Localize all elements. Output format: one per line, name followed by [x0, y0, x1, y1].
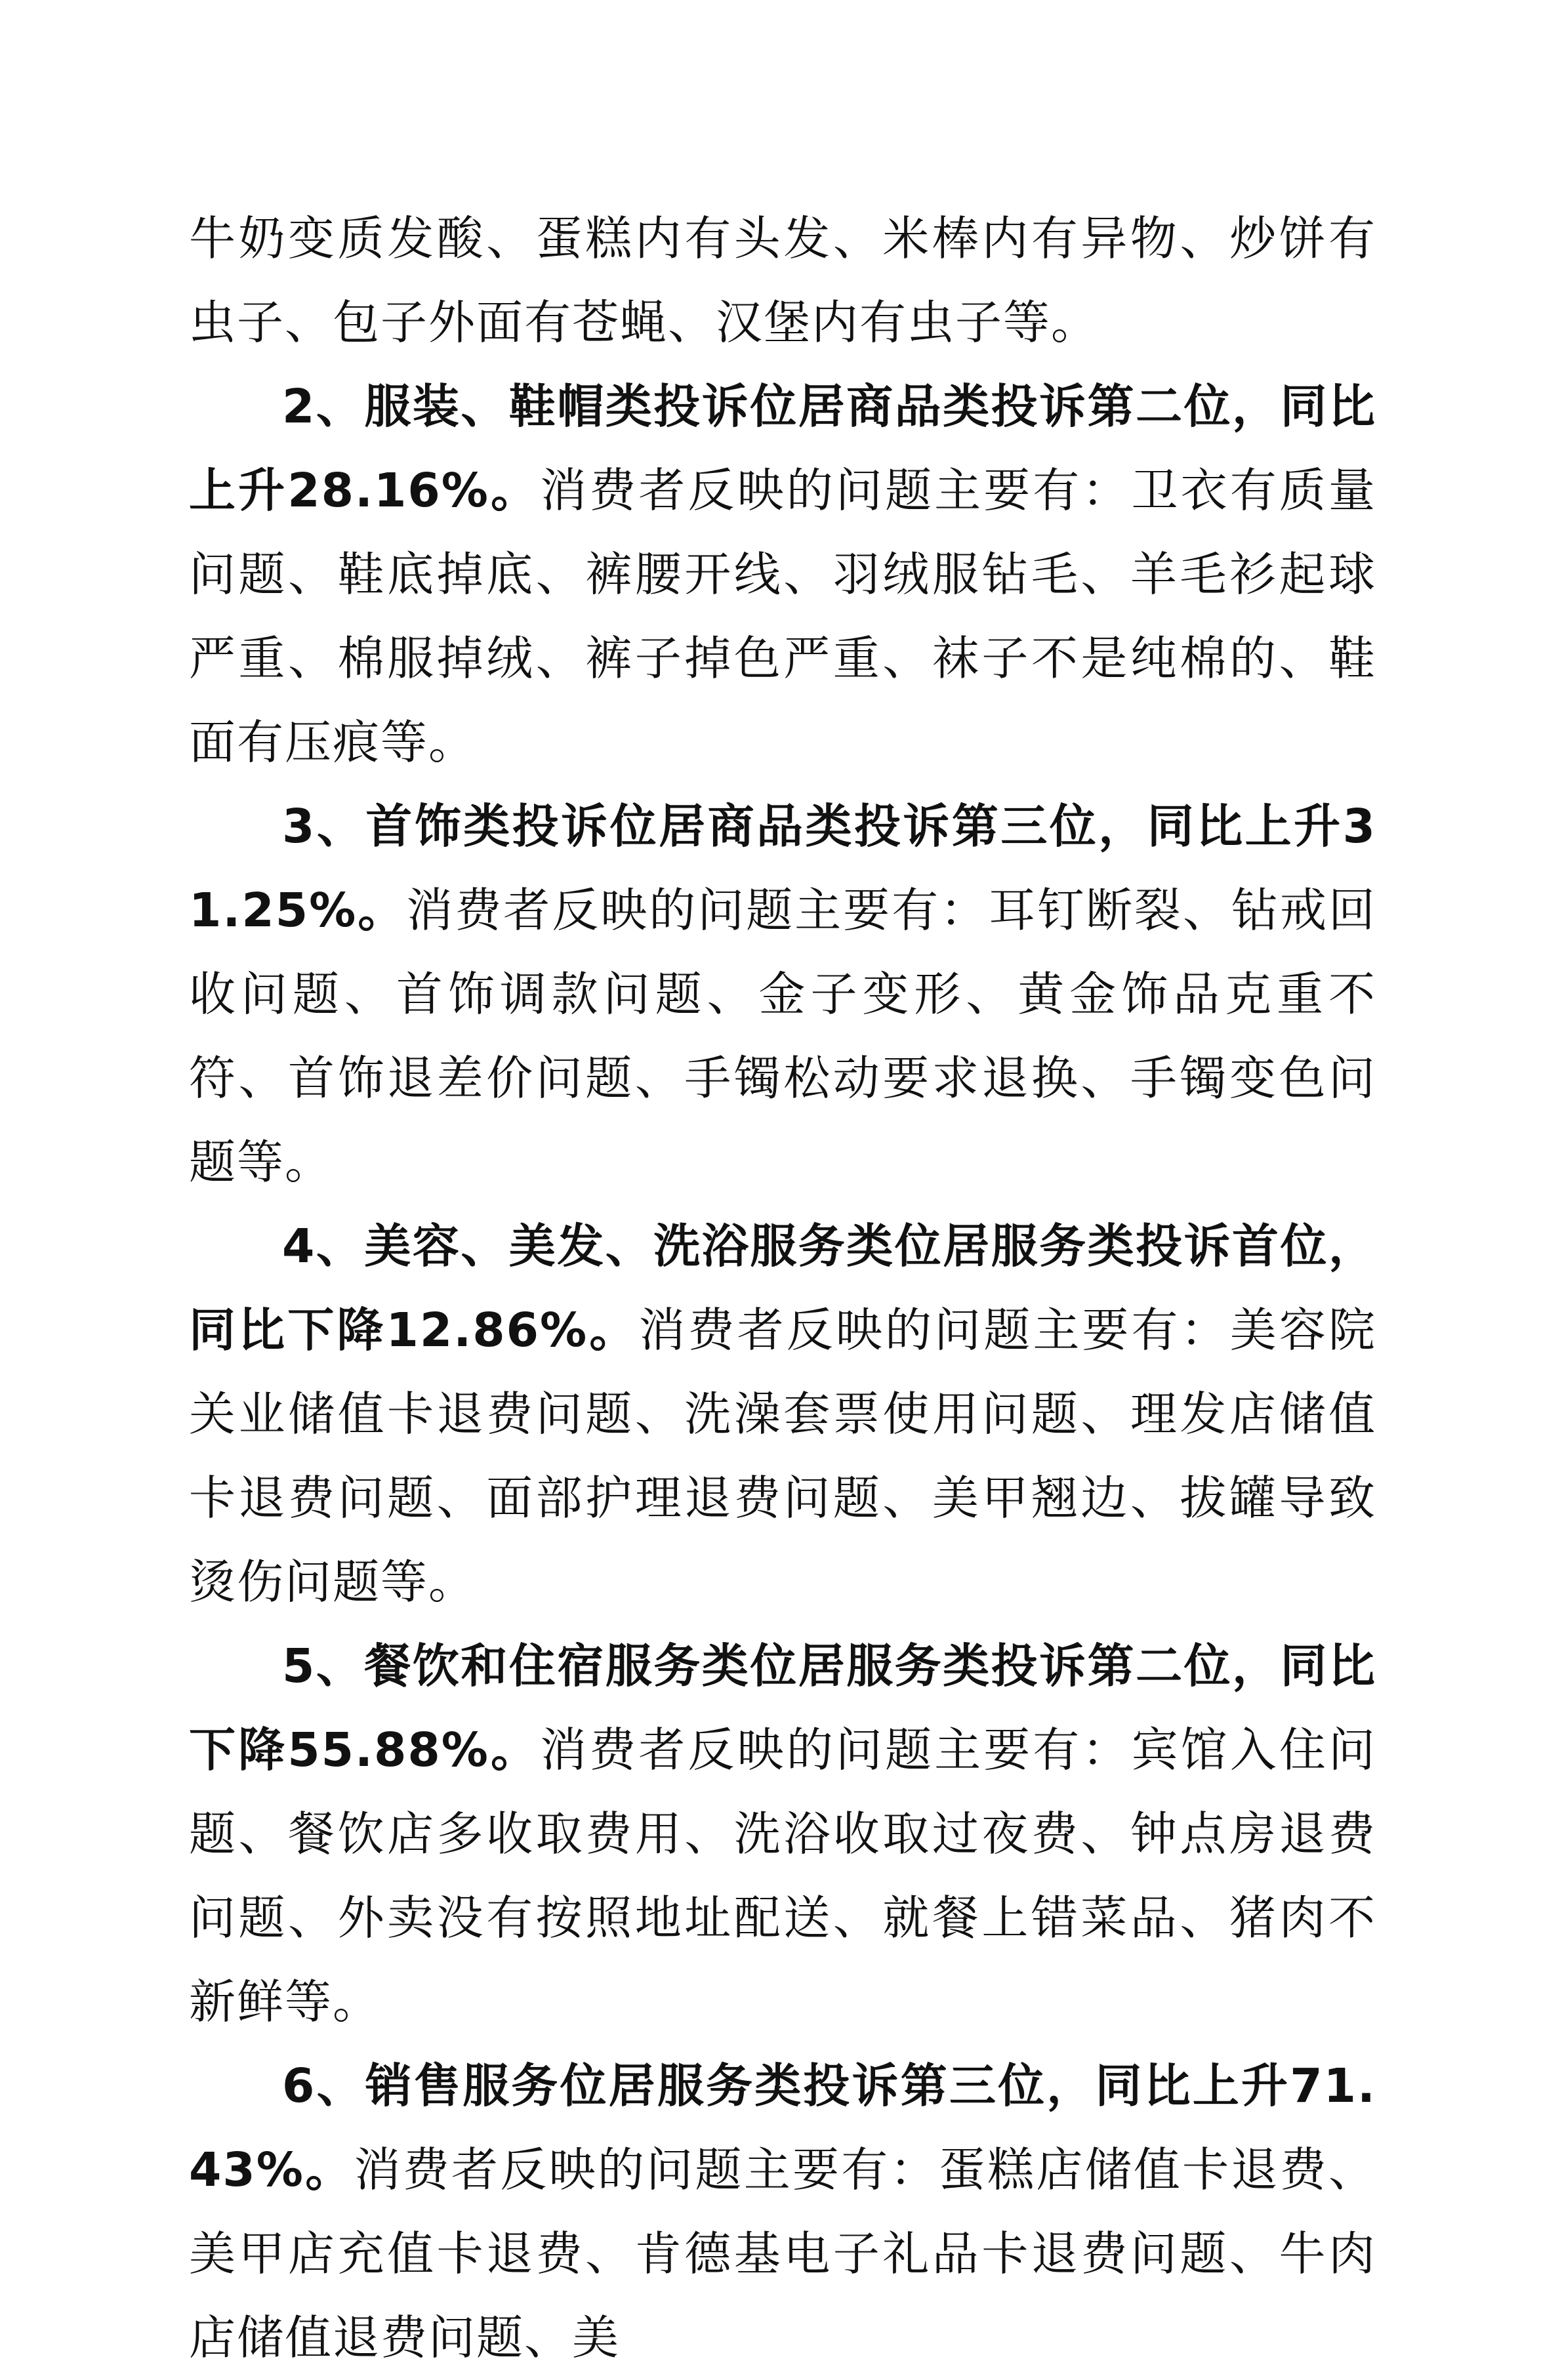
paragraph-lead: 4、美容、美发、洗浴服务类位居服务类投诉首位，同比下降12.86%。 [189, 1219, 1376, 1357]
paragraph-sales-service [189, 2044, 1376, 2380]
paragraph-food-continued [189, 197, 1376, 365]
paragraph-beauty-bath [189, 1204, 1376, 1624]
paragraph-lead: 2、服装、鞋帽类投诉位居商品类投诉第二位，同比上升28.16%。 [189, 379, 1376, 518]
paragraph-jewelry [189, 785, 1376, 1204]
paragraph-lead: 6、销售服务位居服务类投诉第三位，同比上升71.43%。 [189, 2059, 1376, 2197]
paragraph-body: 消费者反映的问题主要有：卫衣有质量问题、鞋底掉底、裤腰开线、羽绒服钻毛、羊毛衫起球严重、棉服掉绒、裤子掉色严重、袜子不是纯棉的、鞋面有压痕等。 [189, 463, 1376, 769]
paragraph-body: 消费者反映的问题主要有：宾馆入住问题、餐饮店多收取费用、洗浴收取过夜费、钟点房退费问题、外卖没有按照地址配送、就餐上错菜品、猪肉不新鲜等。 [189, 1723, 1376, 2029]
paragraph-body: 消费者反映的问题主要有：蛋糕店储值卡退费、美甲店充值卡退费、肯德基电子礼品卡退费问题、牛肉店储值退费问题、美 [189, 2143, 1376, 2365]
paragraph-body: 牛奶变质发酸、蛋糕内有头发、米棒内有异物、炒饼有虫子、包子外面有苍蝇、汉堡内有虫子等。 [189, 211, 1376, 350]
paragraph-clothing-shoes [189, 365, 1376, 785]
document-body [189, 197, 1376, 2380]
paragraph-lead: 5、餐饮和住宿服务类位居服务类投诉第二位，同比下降55.88%。 [189, 1639, 1376, 1777]
paragraph-lead: 3、首饰类投诉位居商品类投诉第三位，同比上升31.25%。 [189, 799, 1376, 937]
paragraph-body: 消费者反映的问题主要有：耳钉断裂、钻戒回收问题、首饰调款问题、金子变形、黄金饰品克重不符、首饰退差价问题、手镯松动要求退换、手镯变色问题等。 [189, 883, 1376, 1189]
paragraph-catering-lodging [189, 1624, 1376, 2044]
paragraph-body: 消费者反映的问题主要有：美容院关业储值卡退费问题、洗澡套票使用问题、理发店储值卡退费问题、面部护理退费问题、美甲翘边、拔罐导致烫伤问题等。 [189, 1303, 1376, 1609]
